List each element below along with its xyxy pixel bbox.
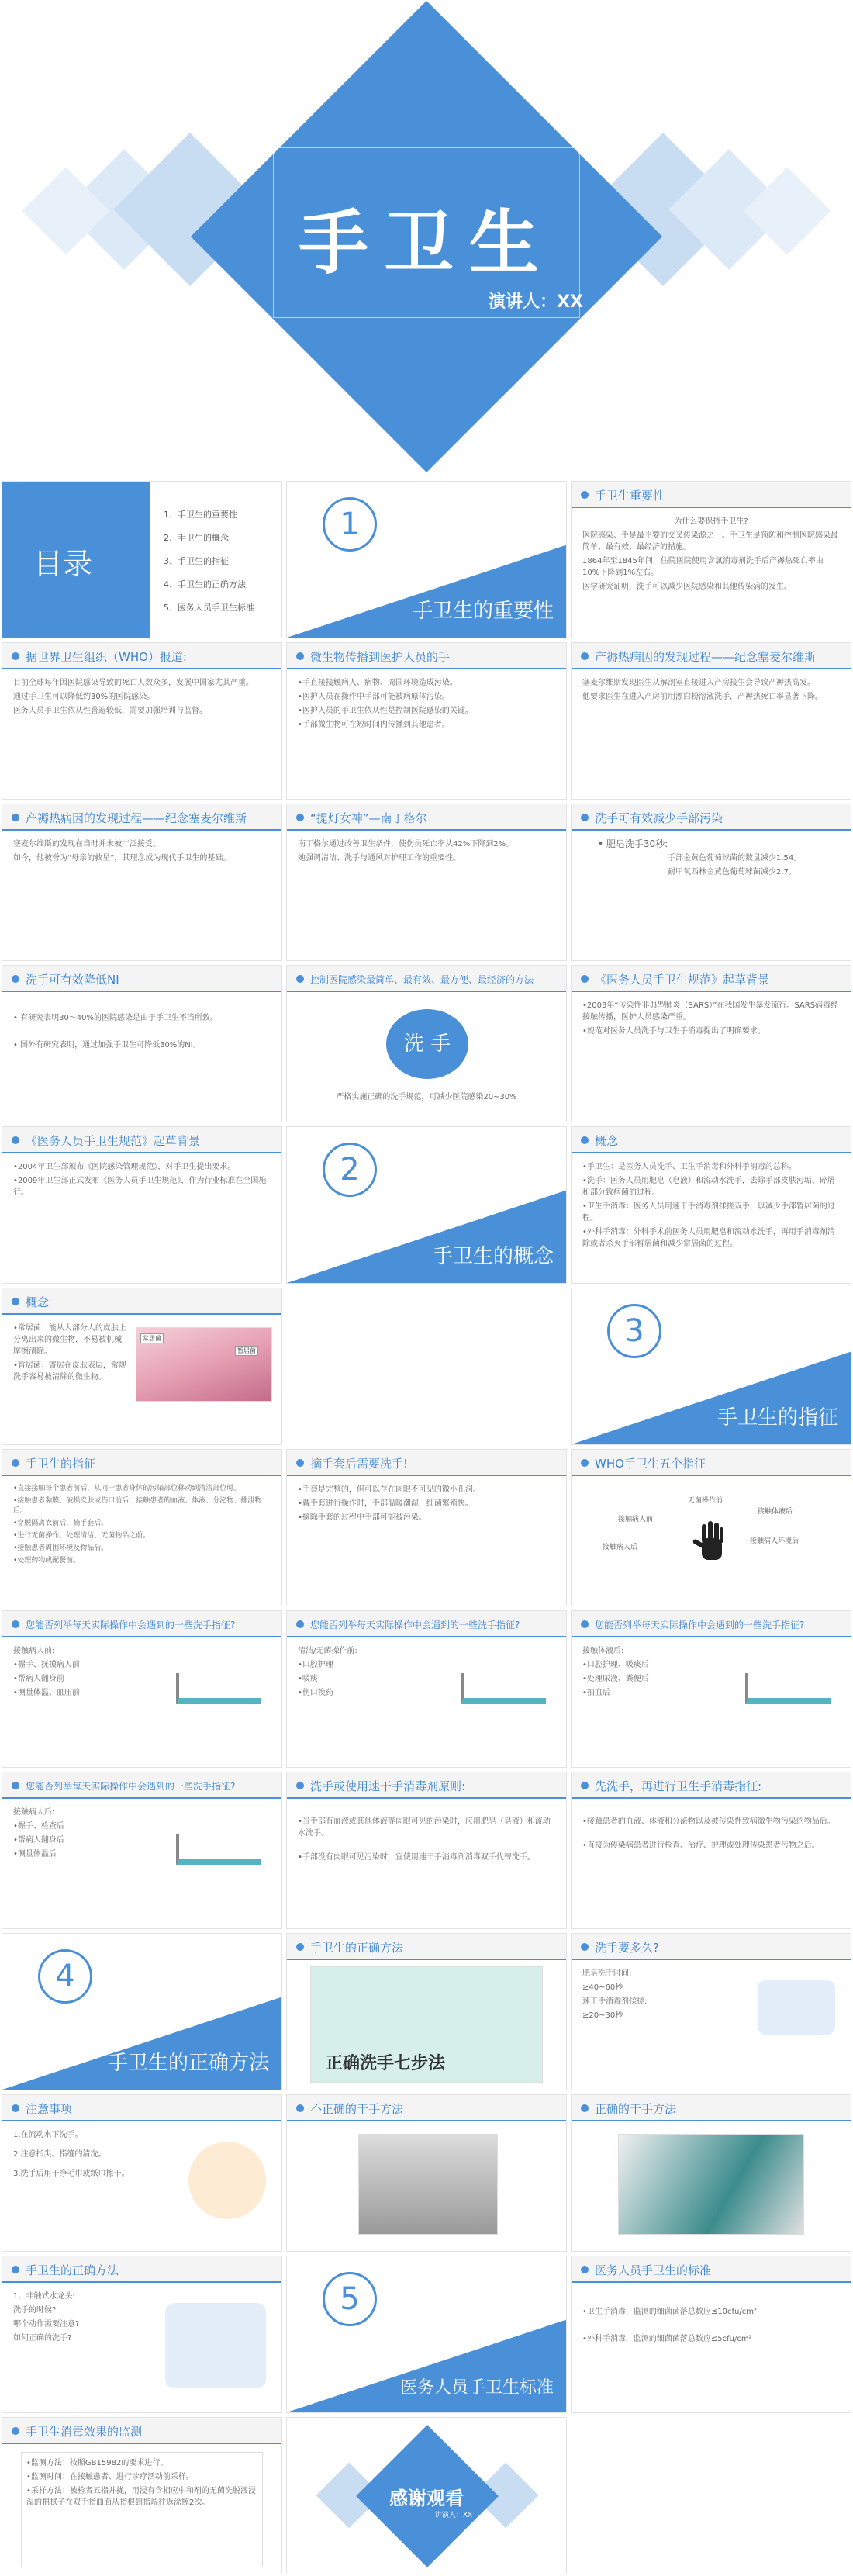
toc-item-1[interactable]: 1、手卫生的重要性 <box>164 510 237 520</box>
slide-paragraph: •手卫生：是医务人员洗手、卫生手消毒和外科手消毒的总称。 <box>582 1163 796 1171</box>
slide-paragraph: ≥40~60秒 <box>582 1983 623 1992</box>
slide-title: 摘手套后需要洗手! <box>310 1457 409 1471</box>
section-title: 手卫生的正确方法 <box>107 2052 269 2075</box>
slide-paragraph: 她强调清洁、洗手与通风对护理工作的重要性。 <box>298 854 461 863</box>
slide-quick-rub <box>286 1772 567 1929</box>
slide-paragraph: 如今，他被誉为“母亲的救星”，其理念成为现代手卫生的基础。 <box>13 854 231 863</box>
slide-paragraph: ≥20~30秒 <box>582 2011 623 2020</box>
slide-toc <box>2 481 282 638</box>
slide-title: 手卫生重要性 <box>595 489 665 503</box>
section-number: 3 <box>607 1304 661 1358</box>
slide-paragraph: 医学研究证明，洗手可以减少医院感染和其他传染病的发生。 <box>582 583 792 591</box>
bullet-icon <box>581 2266 589 2273</box>
section-title: 手卫生的概念 <box>432 1245 554 1268</box>
slide-paragraph: •吸痰 <box>298 1675 318 1683</box>
slide-paragraph: 哪个动作需要注意? <box>13 2320 80 2329</box>
toc-item-2[interactable]: 2、手卫生的概念 <box>164 533 229 543</box>
handwash-illustration <box>758 1980 835 2035</box>
slide-who5 <box>571 1449 851 1606</box>
slide-paragraph: 塞麦尔维斯的发现在当时并未被广泛接受。 <box>13 840 161 849</box>
bed-icon <box>745 1673 831 1704</box>
slide-paragraph: • 有研究表明30～40%的医院感染是由于手卫生不当所致。 <box>13 1014 219 1022</box>
slide-indication <box>2 1449 282 1606</box>
slide-paragraph: •常居菌：能从大部分人的皮肤上分离出来的微生物，不易被机械摩擦清除。 <box>13 1324 126 1356</box>
bed-icon <box>176 1673 261 1704</box>
slide-concept <box>571 1126 851 1284</box>
slide-paragraph: 1.在流动水下洗手。 <box>13 2131 83 2139</box>
slide-paragraph: •外科手消毒：外科手术前医务人员用肥皂和流动水洗手，再用手消毒剂清除或者杀灭手部暂居菌和减少常居菌的过程。 <box>582 1228 835 1248</box>
slide-section-4 <box>2 1933 282 2090</box>
section-title: 手卫生的指征 <box>717 1406 838 1430</box>
slide-wrong-dry <box>286 2094 567 2252</box>
who5-label-2: 接触病人前 <box>618 1516 654 1523</box>
slide-paragraph: 严格实施正确的洗手规范，可减少医院感染20~30% <box>336 1093 517 1101</box>
slide-importance <box>571 481 851 638</box>
slide-wash-then <box>571 1772 851 1929</box>
slide-title: 据世界卫生组织（WHO）报道: <box>26 650 187 664</box>
slide-title: 概念 <box>26 1295 50 1309</box>
slide-paragraph: •手部微生物可在短时间内传播到其他患者。 <box>298 721 450 729</box>
slide-paragraph: •2003年“传染性非典型肺炎（SARS）”在我国发生暴发流行。SARS病毒经接触传播，医护人员感染严重。 <box>582 1001 839 1022</box>
slide-paragraph: •采样方法：被检者五指并拢，用浸有含相应中和剂的无菌洗脱液浸湿的棉拭子在双手指曲面从指根到指端往返涂擦2次。 <box>26 2487 256 2507</box>
slide-bullet: • 肥皂洗手30秒: <box>598 838 668 849</box>
slide-paragraph: 接触病人后: <box>13 1808 55 1817</box>
thanks-title: 感谢观看 <box>389 2488 464 2509</box>
slide-paragraph: •当手部有血液或其他体液等肉眼可见的污染时，应用肥皂（皂液）和流动水洗手。 <box>298 1817 551 1838</box>
bullet-icon <box>581 814 589 821</box>
right-dry-photo <box>618 2134 804 2235</box>
slide-paragraph: 速干手消毒剂揉搓: <box>582 1997 648 2006</box>
slide-paragraph: •2009年卫生部正式发布《医务人员手卫生规范》，作为行业标准在全国施行。 <box>13 1177 267 1197</box>
section-triangle <box>287 2319 567 2412</box>
slide-paragraph: 1、非触式水龙头: <box>13 2292 75 2301</box>
slide-title: 不正确的干手方法 <box>310 2102 404 2116</box>
slide-paragraph: •测量体温、血压前 <box>13 1689 80 1697</box>
slide-indication-q1 <box>2 1610 282 1768</box>
slide-title: 产褥热病因的发现过程——纪念塞麦尔维斯 <box>595 650 817 664</box>
slide-paragraph: 医院感染、手是最主要的交叉传染源之一。手卫生是预防和控制医院感染最简单、最有效、最经济的措施。 <box>582 531 838 552</box>
bullet-icon <box>12 1782 19 1789</box>
toc-item-4[interactable]: 4、手卫生的正确方法 <box>164 579 246 590</box>
slide-paragraph: •戴手套进行操作时，手部温暖潮湿，细菌繁殖快。 <box>298 1499 473 1508</box>
slide-indication-q3 <box>571 1610 851 1768</box>
slide-reduce <box>2 965 282 1122</box>
bullet-icon <box>296 1620 304 1628</box>
section-triangle <box>2 1997 282 2090</box>
bed-icon <box>461 1673 546 1704</box>
slide-title: 您能否列举每天实际操作中会遇到的一些洗手指征? <box>595 1620 805 1630</box>
bullet-icon <box>12 2266 19 2273</box>
bullet-icon <box>581 652 589 660</box>
slide-paragraph: 通过手卫生可以降低约30%的医院感染。 <box>13 693 155 701</box>
bullet-icon <box>581 1136 589 1144</box>
slide-title: 洗手可有效减少手部污染 <box>595 811 723 825</box>
thanks-speaker: 讲演人：XX <box>434 2512 473 2519</box>
slide-title: 您能否列举每天实际操作中会遇到的一些洗手指征? <box>26 1620 236 1630</box>
slide-paragraph: 接触体液后: <box>582 1647 624 1655</box>
slide-title: 您能否列举每天实际操作中会遇到的一些洗手指征? <box>26 1781 236 1792</box>
cover-slide <box>0 0 853 474</box>
slide-paragraph: •外科手消毒，监测的细菌菌落总数应≤5cfu/cm² <box>582 2335 752 2343</box>
slide-title: 医务人员手卫生的标准 <box>595 2263 712 2277</box>
slide-semmelweis-1 <box>571 642 851 800</box>
slide-paragraph: •卫生手消毒：医务人员用速干手消毒剂揉搓双手，以减少手部暂居菌的过程。 <box>582 1202 835 1222</box>
who5-label-4: 接触病人环境后 <box>750 1537 799 1545</box>
bullet-icon <box>296 1943 304 1951</box>
slide-section-2 <box>286 1126 567 1284</box>
slide-paragraph: 清洁/无菌操作前: <box>298 1647 357 1655</box>
method-caption: 正确洗手七步法 <box>326 2054 446 2073</box>
section-title: 手卫生的重要性 <box>412 600 554 623</box>
slide-title: 控制医院感染最简单、最有效、最方便、最经济的方法 <box>310 974 534 985</box>
bullet-icon <box>12 652 19 660</box>
slide-concept-2 <box>2 1288 282 1445</box>
slide-title: 注意事项 <box>26 2102 73 2116</box>
bullet-icon <box>581 975 589 983</box>
slide-norm-2 <box>2 1126 282 1284</box>
slide-who <box>2 642 282 800</box>
slide-title: 产褥热病因的发现过程——纪念塞麦尔维斯 <box>26 811 247 825</box>
slide-paragraph: •监测时间：在接触患者、进行诊疗活动前采样。 <box>26 2473 194 2481</box>
slide-wash30 <box>571 804 851 961</box>
slide-paragraph: •握手、抚摸病人前 <box>13 1661 80 1669</box>
bullet-icon <box>296 975 304 983</box>
bullet-icon <box>12 1459 19 1467</box>
bullet-icon <box>581 491 589 499</box>
slide-method <box>286 1933 567 2090</box>
who5-label-3: 接触病人后 <box>603 1544 638 1551</box>
who5-label-1: 无菌操作前 <box>688 1497 723 1505</box>
slide-paragraph: •处理药物或配餐前。 <box>13 1557 81 1565</box>
bullet-icon <box>296 2104 304 2112</box>
slide-paragraph: •口腔护理 <box>298 1661 333 1669</box>
skin-label: 常居菌 <box>140 1333 164 1343</box>
slide-title: 正确的干手方法 <box>595 2102 677 2116</box>
slide-section-1 <box>286 481 567 638</box>
slide-paragraph: •处理尿液、粪便后 <box>582 1675 649 1683</box>
slide-paragraph: 塞麦尔维斯发现医生从解剖室直接进入产房接生会导致产褥热高发。 <box>582 679 815 687</box>
bullet-icon <box>296 1782 304 1789</box>
slide-paragraph: 他要求医生在进入产房前用漂白粉溶液洗手，产褥热死亡率显著下降。 <box>582 693 823 701</box>
slide-paragraph: 接触病人前: <box>13 1647 55 1655</box>
toc-item-5[interactable]: 5、医务人员手卫生标准 <box>164 603 254 613</box>
section-number: 2 <box>323 1143 377 1197</box>
slide-paragraph: 肥皂洗手时间: <box>582 1969 632 1978</box>
slide-paragraph: 南丁格尔通过改善卫生条件，使伤员死亡率从42%下降到2%。 <box>298 840 514 849</box>
slide-paragraph: •帮病人翻身前 <box>13 1675 64 1683</box>
who5-label-5: 接触体液后 <box>758 1508 793 1516</box>
slide-paragraph: •医护人员在操作中手部可能被病原体污染。 <box>298 693 450 701</box>
slide-norm-1 <box>571 965 851 1122</box>
bullet-icon <box>12 1298 19 1305</box>
wash-circle: 洗 手 <box>386 1009 468 1079</box>
slide-monitor <box>2 2417 282 2574</box>
slide-wash-center <box>286 965 567 1122</box>
slide-title: 《医务人员手卫生规范》起草背景 <box>595 973 770 987</box>
slide-method-2 <box>2 2256 282 2413</box>
slide-title: 先洗手，再进行卫生手消毒指征: <box>595 1779 762 1793</box>
slide-paragraph: •卫生手消毒，监测的细菌菌落总数应≤10cfu/cm² <box>582 2308 757 2316</box>
section-triangle <box>287 1190 567 1283</box>
slide-paragraph: 1864年至1845年间，住院医院使用含氯消毒剂洗手后产褥热死亡率由10%下降到1%左右。 <box>582 557 824 577</box>
slide-section-3 <box>571 1288 851 1445</box>
slide-right-dry <box>571 2094 851 2252</box>
slide-paragraph: •直接接触每个患者前后，从同一患者身体的污染部位移动到清洁部位时。 <box>13 1485 241 1492</box>
slide-title: 洗手要多久? <box>595 1941 659 1955</box>
slide-paragraph: •手套是完整的，但可以存在肉眼不可见的微小孔洞。 <box>298 1485 481 1494</box>
slide-paragraph: •洗手：医务人员用肥皂（皂液）和流动水洗手，去除手部皮肤污垢、碎屑和部分致病菌的过程。 <box>582 1177 835 1197</box>
slide-paragraph: •穿脱隔离衣前后，摘手套后。 <box>13 1520 109 1527</box>
bed-icon <box>176 1834 261 1865</box>
section-triangle <box>287 545 567 638</box>
slide-question: 为什么要保持手卫生? <box>674 517 748 526</box>
slide-gloves <box>286 1449 567 1606</box>
bullet-icon <box>581 1620 589 1628</box>
slide-paragraph: 医务人员手卫生依从性普遍较低，需要加强培训与监督。 <box>13 707 207 715</box>
slide-title: 您能否列举每天实际操作中会遇到的一些洗手指征? <box>310 1620 520 1630</box>
slide-paragraph: 洗手的时候? <box>13 2306 57 2315</box>
section-number: 4 <box>38 1949 92 2004</box>
slide-paragraph: 手部金黄色葡萄球菌的数量减少1.54。 <box>668 854 802 863</box>
bullet-icon <box>12 975 19 983</box>
slide-paragraph: •医护人员的手卫生依从性是控制医院感染的关键。 <box>298 707 473 715</box>
slide-paragraph: 目前全球每年因医院感染导致的死亡人数众多，发展中国家尤其严重。 <box>13 679 254 687</box>
slide-notes <box>2 2094 282 2252</box>
cover-title: 手卫生 <box>299 202 554 284</box>
cover-speaker: 演讲人：XX <box>489 292 583 312</box>
section-number: 1 <box>323 497 377 552</box>
bullet-icon <box>581 1782 589 1789</box>
slide-title: 洗手或使用速干手消毒剂原则: <box>310 1779 466 1793</box>
slide-title: 概念 <box>595 1134 619 1148</box>
slide-paragraph: 如何正确的洗手? <box>13 2334 72 2343</box>
slide-paragraph: •直接为传染病患者进行检查、治疗、护理或处理传染患者污物之后。 <box>582 1841 820 1850</box>
slide-title: 手卫生的正确方法 <box>26 2263 119 2277</box>
slide-paragraph: •暂居菌：寄居在皮肤表层，常规洗手容易被清除的微生物。 <box>13 1361 126 1381</box>
slide-paragraph: •帮病人翻身后 <box>13 1836 64 1845</box>
bullet-icon <box>581 2104 589 2112</box>
section-number: 5 <box>323 2272 377 2326</box>
slide-semmelweis-2 <box>2 804 282 961</box>
slide-standard <box>571 2256 851 2413</box>
slide-paragraph: •接触患者周围环境及物品后。 <box>13 1544 109 1552</box>
slide-paragraph: •监测方法：按照GB15982的要求进行。 <box>26 2459 168 2467</box>
slide-paragraph: 耐甲氧西林金黄色葡萄球菌减少2.7。 <box>668 868 796 877</box>
bullet-icon <box>296 1459 304 1467</box>
slide-paragraph: •进行无菌操作、处理清洁、无菌物品之前。 <box>13 1532 150 1540</box>
slide-title: 手卫生的正确方法 <box>310 1941 404 1955</box>
child-washing-illustration <box>188 2142 266 2219</box>
slide-thanks <box>286 2417 567 2574</box>
bullet-icon <box>296 652 304 660</box>
section-triangle <box>572 1351 851 1444</box>
slide-paragraph: •测量体温后 <box>13 1850 57 1859</box>
toc-item-3[interactable]: 3、手卫生的指征 <box>164 556 229 566</box>
slide-paragraph: •摘除手套的过程中手部可能被污染。 <box>298 1513 427 1522</box>
slide-paragraph: •手部没有肉眼可见污染时，宜使用速干手消毒剂消毒双手代替洗手。 <box>298 1853 535 1862</box>
bullet-icon <box>581 1943 589 1951</box>
slide-title: 微生物传播到医护人员的手 <box>310 650 451 664</box>
slide-paragraph: •伤口换药 <box>298 1689 333 1697</box>
slide-paragraph: 3.洗手后用干净毛巾或纸巾擦干。 <box>13 2170 130 2178</box>
slide-paragraph: •握手、检查后 <box>13 1822 64 1831</box>
toc-list <box>164 503 254 620</box>
bullet-icon <box>581 1459 589 1467</box>
slide-title: 《医务人员手卫生规范》起草背景 <box>26 1134 201 1148</box>
slide-paragraph: 2.注意指尖、指缝的清洗。 <box>13 2150 106 2159</box>
slide-paragraph: •2004年卫生部颁布《医院感染管理规范》，对手卫生提出要求。 <box>13 1163 236 1171</box>
bullet-icon <box>296 814 304 821</box>
slide-duration <box>571 1933 851 2090</box>
slide-paragraph: •抽血后 <box>582 1689 610 1697</box>
slide-paragraph: •手直接接触病人、病物、周围环境造成污染。 <box>298 679 458 687</box>
slide-title: “提灯女神”—南丁格尔 <box>310 811 427 825</box>
slide-nightingale <box>286 804 567 961</box>
slide-paragraph: •接触患者的血液、体液和分泌物以及被传染性致病微生物污染的物品后。 <box>582 1817 835 1826</box>
section-title: 医务人员手卫生标准 <box>399 2378 554 2398</box>
bullet-icon <box>12 1136 19 1144</box>
slide-paragraph: • 国外有研究表明，通过加强手卫生可降低30%的NI。 <box>13 1041 201 1049</box>
slide-indication-q2 <box>286 1610 567 1768</box>
wrong-dry-photo <box>358 2134 498 2235</box>
bullet-icon <box>12 814 19 821</box>
faucet-illustration <box>165 2303 266 2388</box>
bullet-icon <box>12 2427 19 2435</box>
hand-icon <box>688 1520 734 1566</box>
slide-title: 手卫生的指征 <box>26 1457 96 1471</box>
slide-indication-q4 <box>2 1772 282 1929</box>
bullet-icon <box>12 2104 19 2112</box>
slide-title: 洗手可有效降低NI <box>26 973 119 987</box>
slide-paragraph: •口腔护理、吸痰后 <box>582 1661 649 1669</box>
slide-microbe <box>286 642 567 800</box>
slide-paragraph: •规范对医务人员洗手与卫生手消毒提出了明确要求。 <box>582 1027 765 1036</box>
slide-paragraph: •接触患者黏膜、破损皮肤或伤口前后，接触患者的血液、体液、分泌物、排泄物后。 <box>13 1497 262 1515</box>
skin-label: 暂居菌 <box>235 1346 258 1356</box>
toc-title: 目录 <box>33 547 93 581</box>
slide-title: 手卫生消毒效果的监测 <box>26 2425 143 2439</box>
slide-section-5 <box>286 2256 567 2413</box>
bullet-icon <box>12 1620 19 1628</box>
slide-title: WHO手卫生五个指征 <box>595 1457 706 1471</box>
